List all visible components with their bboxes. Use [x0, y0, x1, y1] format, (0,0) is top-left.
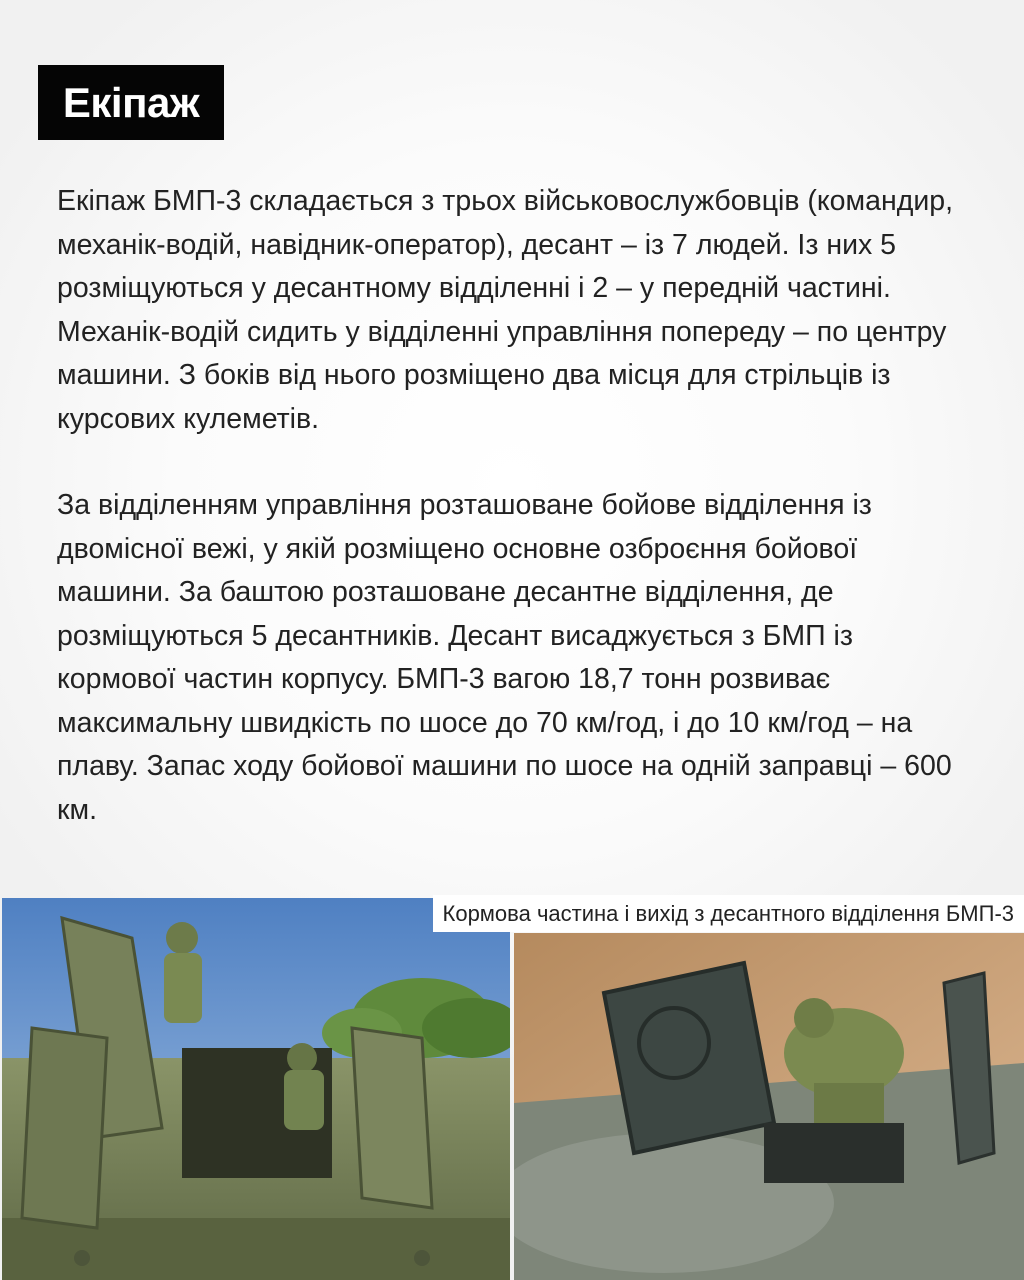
- photo-caption: Кормова частина і вихід з десантного відділення БМП-3: [433, 895, 1024, 932]
- photo-bmp3-rear-hatches: [2, 898, 510, 1280]
- section-title-badge: [38, 65, 224, 140]
- paragraph-crew: Екіпаж БМП-3 складається з трьох військовослужбовців (командир, механік-водій, навідник-оператор), десант – із 7 людей. Із них 5 розміщуються у десантному відділенні і 2 – у передній частині. Механік-водій сидить у відділенні управління попереду – по центру машини. З боків від нього розміщено два місця для стрільців із курсових кулеметів.: [57, 185, 954, 435]
- paragraph-compartments: За відділенням управління розташоване бойове відділення із двомісної вежі, у якій розміщено основне озброєння бойової машини. За баштою розташоване десантне відділення, де розміщуються 5 десантників. Десант висаджується з БМП із кормової частин корпусу. БМП-3 вагою 18,7 тонн розвиває максимальну швидкість по шосе до 70 км/год, і до 10 км/год – на плаву. Запас ходу бойової машини по шосе на одній заправці – 600 км.: [57, 489, 952, 826]
- photo-bmp3-exit-hatch: [514, 933, 1024, 1280]
- section-title: Екіпаж: [62, 78, 200, 126]
- article-body: [57, 180, 957, 832]
